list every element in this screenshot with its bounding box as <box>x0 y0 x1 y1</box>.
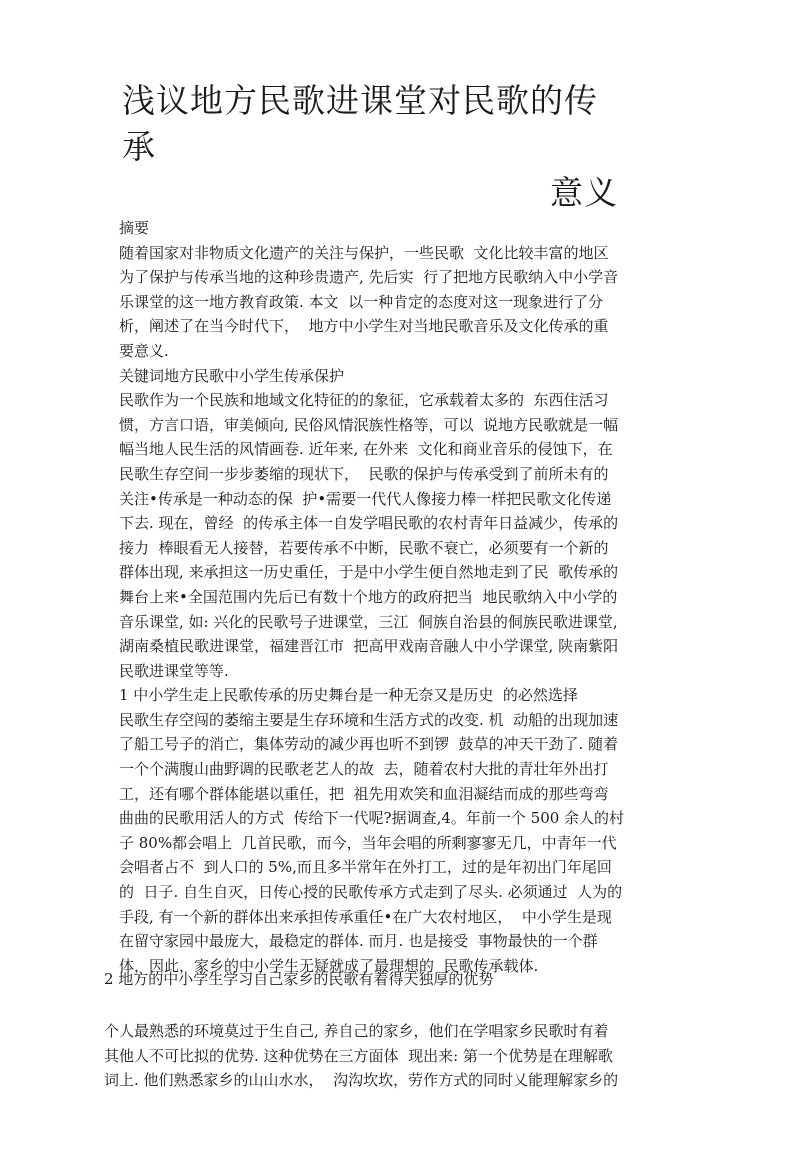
text-line: 关注•传承是一种动态的保 护•需要一代代人像接力棒一样把民歌文化传递 <box>119 489 612 508</box>
text-line: 词上. 他们熟悉家乡的山山水水， 沟沟坎坎，劳作方式的同时乂能理解家乡的 <box>104 1071 619 1090</box>
text-line: 子 80%都会唱上 几首民歌，而今，当年会唱的所剩寥寥无几，中青年一代 <box>119 833 617 852</box>
text-line: 随着国家对非物质文化遗产的关注与保护，一些民歌 文化比较丰富的地区 <box>119 243 609 262</box>
text-line: 要意义. <box>119 341 169 360</box>
text-line: 民歌生存空间一步步萎缩的现状下， 民歌的保护与传承受到了前所未有的 <box>119 464 609 483</box>
section-2-heading <box>104 967 624 992</box>
text-line: 曲曲的民歌用活人的方式 传给下一代呢?据调查,4。年前一个 500 余人的村 <box>119 809 625 828</box>
text-line: 手段, 有一个新的群体出来承担传承重任•在广大农村地区， 中小学生是现 <box>119 907 612 926</box>
text-line: 民歌进课堂等等. <box>119 661 229 680</box>
text-line: 工，还有哪个群体能堪以重任，把 祖先用欢笑和血泪凝结而成的那些弯弯 <box>119 784 609 803</box>
text-line: 为了保护与传承当地的这种珍贵遗产, 先后实 行了把地方民歌纳入中小学音 <box>119 268 619 287</box>
title-line-1: 浅议地方民歌进课堂对民歌的传承 <box>122 81 598 166</box>
text-line: 湖南桑植民歌进课堂，福建晋江市 把高甲戏南音融人中小学课堂, 陕南紫阳 <box>119 637 619 656</box>
text-line: 关键词地方民歌中小学生传承保护 <box>119 366 345 385</box>
text-line: 民歌作为一个民族和地域文化特征的的象征，它承载着太多的 东西住活习 <box>119 391 609 410</box>
text-line: 个人最熟悉的环境莫过于生自己, 养自己的家乡，他们在学唱家乡民歌时有着 <box>104 1022 609 1040</box>
title-line-2: 意义 <box>550 173 618 212</box>
text-line: 接力 棒眼看无人接替，若要传承不中断，民歌不衰亡，必须要有一个新的 <box>119 538 609 557</box>
text-line: 会唱者占不 到人口的 5%,而且多半常年在外打工，过的是年初出门年尾回 <box>119 858 612 877</box>
document-title <box>122 78 618 216</box>
text-line: 在留守家园中最庞大，最稳定的群体. 而月. 也是接受 事物最快的一个群 <box>119 932 598 951</box>
text-line: 析，阐述了在当今时代下， 地方中小学生对当地民歌音乐及文化传承的重 <box>119 317 609 336</box>
text-line: 乐课堂的这一地方教育政策. 本文 以一种肯定的态度对这一现象进行了分 <box>119 292 604 311</box>
text-line: 音乐课堂, 如: 兴化的民歌号子进课堂，三江 侗族自治县的侗族民歌进课堂, <box>119 612 618 631</box>
text-line: 舞台上来•全国范围内先后已有数十个地方的政府把当 地民歌纳入中小学的 <box>119 587 618 606</box>
text-line: 体，因此，家乡的中小学生无疑就成了最理想的 民歌传承载体. <box>119 956 539 975</box>
text-line: 其他人不可比拟的优势. 这种优势在三方面体 现出来: 第一个优势是在理解歌 <box>104 1046 613 1065</box>
text-line: 群体出现, 来承担这一历史重任，于是中小学生便自然地走到了民 歌传承的 <box>119 563 619 582</box>
text-line: 民歌生存空闯的萎缩主要是生存环境和生活方式的改变. 机 动船的出现加速 <box>119 710 619 729</box>
text-line: 的 日子. 自生自灭，日传心授的民歌传承方式走到了尽头. 必须通过 人为的 <box>119 883 623 902</box>
text-line: 下去. 现在，曾经 的传承主体一自发学唱民歌的农村青年日益减少，传承的 <box>119 514 619 533</box>
main-body <box>119 216 625 978</box>
text-line: 摘要 <box>119 219 150 237</box>
heading-text: 2 地方的中小学生学习自己家乡的民歌有着得天独厚的优势 <box>104 970 494 988</box>
text-line: 了船工号子的消亡，集体劳动的减少再也听不到锣 鼓草的冲天干劲了. 随着 <box>119 735 619 754</box>
text-line: 惯，方言口语，审美倾向, 民俗风情泯族性格等，可以 说地方民歌就是一幅 <box>119 415 619 434</box>
text-line: 1 中小学生走上民歌传承的历史舞台是一种无奈又是历史 的必然选择 <box>119 686 578 705</box>
section-2-body <box>104 1019 624 1093</box>
text-line: 一个个满腹山曲野调的民歌老艺人的故 去，随着农村大批的青壮年外出打 <box>119 760 609 779</box>
text-line: 幅当地人民生活的风情画卷. 近年来, 在外来 文化和商业音乐的侵蚀下，在 <box>119 440 613 459</box>
